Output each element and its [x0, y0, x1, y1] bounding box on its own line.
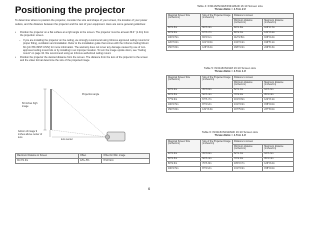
- table-cell: 87"/2.2m: [201, 103, 233, 108]
- dash-icon: –: [19, 38, 21, 42]
- table-cell: 120"/3.0m: [167, 41, 201, 46]
- table-cell: 60"/1.5m: [167, 26, 201, 31]
- table-row: [167, 46, 294, 51]
- guideline-item: [15, 56, 150, 63]
- screen-size-table: [166, 75, 294, 113]
- table-cell: 122"/3.1m: [263, 98, 294, 103]
- table-cell: 100"/2.5m: [167, 103, 201, 108]
- table-row: [16, 158, 150, 163]
- table-cell: 112"/2.8m: [233, 36, 263, 41]
- guideline-list: [15, 31, 150, 64]
- table-header: Distance to screen: [233, 140, 294, 145]
- table-cell: 69"/1.8m: [233, 26, 263, 31]
- table-cell: 63"/1.6m: [263, 88, 294, 93]
- table-header: Minimum distance (inches/cm): [233, 80, 263, 88]
- bullet-icon: •: [15, 54, 17, 59]
- table-caption: [166, 67, 294, 74]
- table-cell: 70"/1.8m: [201, 162, 233, 167]
- table-cell: 131"/3.3m: [201, 108, 233, 113]
- table-header: Maximum distance (inches/cm): [263, 144, 294, 152]
- page-number: 6: [148, 186, 151, 191]
- table-cell: 131"/3.3m: [233, 167, 263, 172]
- guideline-text: Position the projector the desired distance from the screen. The distance from the lens of the projector to the screen and the video format determine the size of the projected image.: [20, 55, 148, 63]
- table-cell: 50"/1.3m: [201, 26, 233, 31]
- table-row: [167, 167, 294, 172]
- table-cell: 77"/2.0m: [167, 98, 201, 103]
- table-cell: 67"/1.7m: [201, 98, 233, 103]
- table-cell: 134"/3.4m: [233, 41, 263, 46]
- table-cell: 9"/22.9cm: [102, 158, 150, 163]
- guideline-subitem: [15, 39, 150, 56]
- table-header: Minimum distance (inches/cm): [233, 18, 263, 26]
- table-header: Distance to screen: [233, 14, 294, 19]
- page-title: Positioning the projector: [15, 5, 125, 16]
- table-caption-throw-ratio: Throw Ratio = 1.5 to 2.0: [214, 7, 246, 12]
- table-cell: 249"/6.3m: [263, 46, 294, 51]
- table-cell: 158"/4.0m: [263, 167, 294, 172]
- table-header: Offset: [79, 154, 102, 159]
- lens-center-label: lens center: [61, 138, 73, 141]
- table-cell: 108"/2.7m: [263, 26, 294, 31]
- table-cell: 95"/2.4m: [263, 93, 294, 98]
- table-cell: 126"/3.2m: [201, 46, 233, 51]
- table-header: Diagonal Screen Size (inches/cm): [167, 140, 201, 153]
- screen-size-table: [166, 139, 294, 172]
- table-cell: 63"/1.6m: [263, 152, 294, 157]
- projection-diagram: [15, 86, 150, 144]
- screen-size-table: [166, 13, 294, 51]
- table-header: Minimum distance (inches/cm): [233, 144, 263, 152]
- table-cell: 80"/2.0m: [167, 31, 201, 36]
- table-cell: 67"/1.7m: [201, 31, 233, 36]
- table-cell: 79"/2.0m: [233, 93, 263, 98]
- projection-ray-bottom: [52, 130, 107, 137]
- offset-table: [15, 153, 150, 164]
- table-cell: 134"/3.4m: [263, 31, 294, 36]
- table-cell: 126"/3.2m: [263, 162, 294, 167]
- lens-icon: [105, 135, 109, 139]
- bullet-icon: •: [15, 30, 17, 34]
- table-header: Size of the Projected Image (inches/cm): [201, 140, 233, 153]
- table-cell: 52"/1.3m: [201, 93, 233, 98]
- table-cell: 101"/2.6m: [233, 98, 263, 103]
- table-cell: 131"/3.3m: [233, 103, 263, 108]
- guideline-item: [15, 31, 150, 38]
- table-cell: 125+-5%: [79, 158, 102, 163]
- table-caption-title: Table 4: IN3116/IN3118/IN3118HD 16:10 Screen size: [197, 4, 263, 8]
- table-caption-throw-ratio: Throw Ratio = 1.5 to 1.8: [214, 69, 246, 74]
- table-caption-throw-ratio: Throw Ratio = 1.5 to 1.8: [214, 133, 246, 138]
- table-cell: 101"/2.6m: [201, 41, 233, 46]
- table-cell: 166"/4.2m: [263, 36, 294, 41]
- table-row: [167, 108, 294, 113]
- table-cell: 199"/5.1m: [263, 41, 294, 46]
- table-header: Maximum distance (inches/cm): [263, 18, 294, 26]
- table-cell: 60"/1.5m: [167, 157, 201, 162]
- table-cell: 100"/2.5m: [167, 36, 201, 41]
- table-header: Diagonal Screen Size (inches/cm): [167, 14, 201, 27]
- table-caption-title: Table 6: IN3116/IN3118HD 16:10 Screen size: [201, 130, 259, 134]
- projection-ray-top: [52, 89, 107, 137]
- table-cell: 100"/2.5m: [167, 167, 201, 172]
- table-cell: 237"/6.0m: [263, 108, 294, 113]
- table-cell: 79"/2.0m: [233, 157, 263, 162]
- table-header: Maximum distance (inches/cm): [263, 80, 294, 88]
- table-header: Maximum Distance to Screen: [16, 154, 79, 159]
- table-cell: 84"/2.1m: [201, 36, 233, 41]
- table-cell: 197"/5.0m: [233, 108, 263, 113]
- guideline-subitem-text: If you are installing the projector on the ceiling, we strongly recommend using InFocus approved ceiling mounts for proper fitting, ventilation and installation. Refer to the installation guide that comes with the InFocus Ceiling Mount Kit (p/n PRJ-MNT-UNIV) for more information. The warranty does not cover any damage caused by use of non-approved ceiling mount kits or by installing in an improper location. To turn the image upside down, see "Ceiling mount" on page 34. We recommend using an InFocus authorized ceiling mount.: [23, 38, 150, 56]
- table-header: Distance to screen: [233, 76, 294, 81]
- table-cell: 60"/1.5m: [167, 93, 201, 98]
- guideline-text: Position the projector on a flat surface at a right angle to the screen. The projector must be at least 39.4" (1.0m) from the projection screen.: [20, 31, 149, 38]
- table-cell: 89"/2.3m: [233, 31, 263, 36]
- table-cell: 52"/1.3m: [201, 157, 233, 162]
- table-cell: 150"/3.8m: [167, 46, 201, 51]
- table-header: Diagonal Screen Size (inches/cm): [167, 76, 201, 89]
- table-cell: 52"/1.3m: [233, 88, 263, 93]
- table-cell: 39.4"/1.0m: [16, 158, 79, 163]
- table-cell: 95"/2.4m: [263, 157, 294, 162]
- table-cell: 52"/1.3m: [233, 152, 263, 157]
- table-cell: 168"/4.3m: [233, 46, 263, 51]
- table-caption: [166, 5, 294, 12]
- table-cell: 87"/2.2m: [201, 167, 233, 172]
- table-cell: 40"/1.0m: [167, 152, 201, 157]
- table-header: Size of the Projected Image (inches/cm): [201, 76, 233, 89]
- table-cell: 40"/1.0m: [167, 88, 201, 93]
- height-label: 60 inches high image: [22, 102, 38, 108]
- table-cell: 35"/0.9m: [201, 88, 233, 93]
- table-cell: 158"/4.0m: [263, 103, 294, 108]
- bottom-offset-label: bottom of image 9 inches above center of lens: [18, 130, 43, 139]
- table-caption: [166, 131, 294, 138]
- table-header: Size of the Projected Image (inches/cm): [201, 14, 233, 27]
- table-cell: 105"/2.7m: [233, 162, 263, 167]
- table-header: Offset for 60in. image: [102, 154, 150, 159]
- table-cell: 150"/3.8m: [167, 108, 201, 113]
- table-cell: 80"/2.0m: [167, 162, 201, 167]
- projection-angle-label: Projection angle: [82, 93, 100, 96]
- table-cell: 35"/0.9m: [201, 152, 233, 157]
- table-caption-title: Table 5: IN3116/IN3118 16:10 Screen size: [203, 66, 257, 70]
- intro-paragraph: To determine where to position the projector, consider the size and shape of your screen, the location of your power outlets, and the distance between the projector and the rest of your equipment. Here are some general guidelines:: [15, 19, 148, 26]
